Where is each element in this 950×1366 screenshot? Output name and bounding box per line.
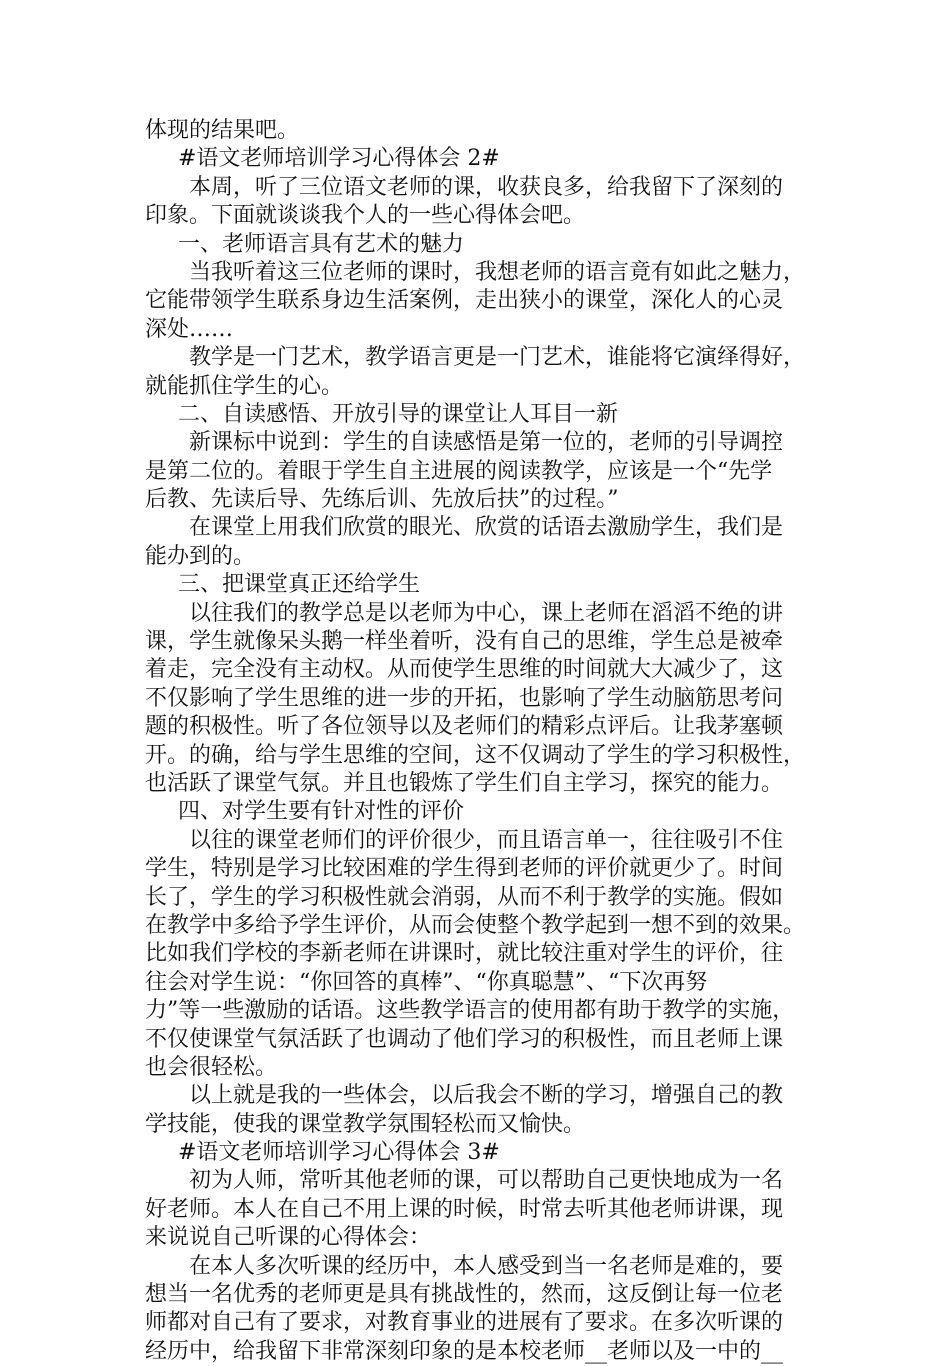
text-line: 也活跃了课堂气氛。并且也锻炼了学生们自主学习，探究的能力。 bbox=[145, 770, 784, 796]
text-line: 不仅影响了学生思维的进一步的开拓，也影响了学生动脑筋思考问 bbox=[145, 685, 784, 711]
subsection-heading: 一、老师语言具有艺术的魅力 bbox=[178, 231, 465, 257]
text-line: 以往我们的教学总是以老师为中心，课上老师在滔滔不绝的讲 bbox=[189, 600, 784, 626]
text-line: 是第二位的。着眼于学生自主进展的阅读教学，应该是一个“先学 bbox=[145, 458, 773, 484]
text-line: 在课堂上用我们欣赏的眼光、欣赏的话语去激励学生，我们是 bbox=[189, 515, 784, 541]
text-line: 比如我们学校的李新老师在讲课时，就比较注重对学生的评价，往 bbox=[145, 941, 784, 967]
text-line: 印象。下面就谈谈我个人的一些心得体会吧。 bbox=[145, 203, 586, 229]
text-line: 学技能，使我的课堂教学氛围轻松而又愉快。 bbox=[145, 1111, 586, 1137]
text-line: 来说说自己听课的心得体会： bbox=[145, 1225, 432, 1251]
text-line: 教学是一门艺术，教学语言更是一门艺术，谁能将它演绎得好， bbox=[189, 345, 806, 371]
text-line: 题的积极性。听了各位领导以及老师们的精彩点评后。让我茅塞顿 bbox=[145, 714, 784, 740]
text-line: 初为人师，常听其他老师的课，可以帮助自己更快地成为一名 bbox=[189, 1168, 784, 1194]
text-line: 它能带领学生联系身边生活案例，走出狭小的课堂，深化人的心灵 bbox=[145, 288, 784, 314]
text-line: 经历中，给我留下非常深刻印象的是本校老师__老师以及一中的__ bbox=[145, 1338, 784, 1364]
subsection-heading: 三、把课堂真正还给学生 bbox=[178, 572, 421, 598]
text-line: 新课标中说到：学生的自读感悟是第一位的，老师的引导调控 bbox=[189, 430, 784, 456]
subsection-heading: 四、对学生要有针对性的评价 bbox=[178, 799, 465, 825]
text-line: 以往的课堂老师们的评价很少，而且语言单一，往往吸引不住 bbox=[189, 827, 784, 853]
text-line: 想当一名优秀的老师更是具有挑战性的，然而，这反倒让每一位老 bbox=[145, 1282, 784, 1308]
text-line: 力”等一些激励的话语。这些教学语言的使用都有助于教学的实施， bbox=[145, 998, 795, 1024]
section-heading: #语文老师培训学习心得体会 3# bbox=[178, 1140, 500, 1166]
subsection-heading: 二、自读感悟、开放引导的课堂让人耳目一新 bbox=[178, 401, 619, 427]
text-line: 在本人多次听课的经历中，本人感受到当一名老师是难的，要 bbox=[189, 1253, 784, 1279]
section-heading: #语文老师培训学习心得体会 2# bbox=[178, 146, 500, 172]
text-line: 开。的确，给与学生思维的空间，这不仅调动了学生的学习积极性， bbox=[145, 742, 806, 768]
text-line: 当我听着这三位老师的课时，我想老师的语言竟有如此之魅力， bbox=[189, 259, 806, 285]
text-line: 往会对学生说：“你回答的真棒”、“你真聪慧”、“下次再努 bbox=[145, 969, 708, 995]
text-line: 就能抓住学生的心。 bbox=[145, 373, 344, 399]
text-line: 以上就是我的一些体会，以后我会不断的学习，增强自己的教 bbox=[189, 1083, 784, 1109]
text-line: 也会很轻松。 bbox=[145, 1054, 278, 1080]
text-line: 在教学中多给予学生评价，从而会使整个教学起到一想不到的效果。 bbox=[145, 912, 806, 938]
text-line: 着走，完全没有主动权。从而使学生思维的时间就大大减少了，这 bbox=[145, 657, 784, 683]
text-line: 体现的结果吧。 bbox=[145, 118, 300, 143]
text-line: 课，学生就像呆头鹅一样坐着听，没有自己的思维，学生总是被牵 bbox=[145, 629, 784, 655]
text-line: 学生，特别是学习比较困难的学生得到老师的评价就更少了。时间 bbox=[145, 856, 784, 882]
text-line: 后教、先读后导、先练后训、先放后扶”的过程。” bbox=[145, 487, 619, 513]
text-line: 不仅使课堂气氛活跃了也调动了他们学习的积极性，而且老师上课 bbox=[145, 1026, 784, 1052]
text-line: 本周，听了三位语文老师的课，收获良多，给我留下了深刻的 bbox=[189, 174, 784, 200]
text-line: 能办到的。 bbox=[145, 543, 256, 569]
document-body bbox=[145, 117, 815, 1366]
text-line: 长了，学生的学习积极性就会消弱，从而不利于教学的实施。假如 bbox=[145, 884, 784, 910]
text-line: 好老师。本人在自己不用上课的时候，时常去听其他老师讲课，现 bbox=[145, 1196, 784, 1222]
text-line: 师都对自己有了要求，对教育事业的进展有了要求。在多次听课的 bbox=[145, 1310, 784, 1336]
text-line: 深处…… bbox=[145, 316, 234, 342]
